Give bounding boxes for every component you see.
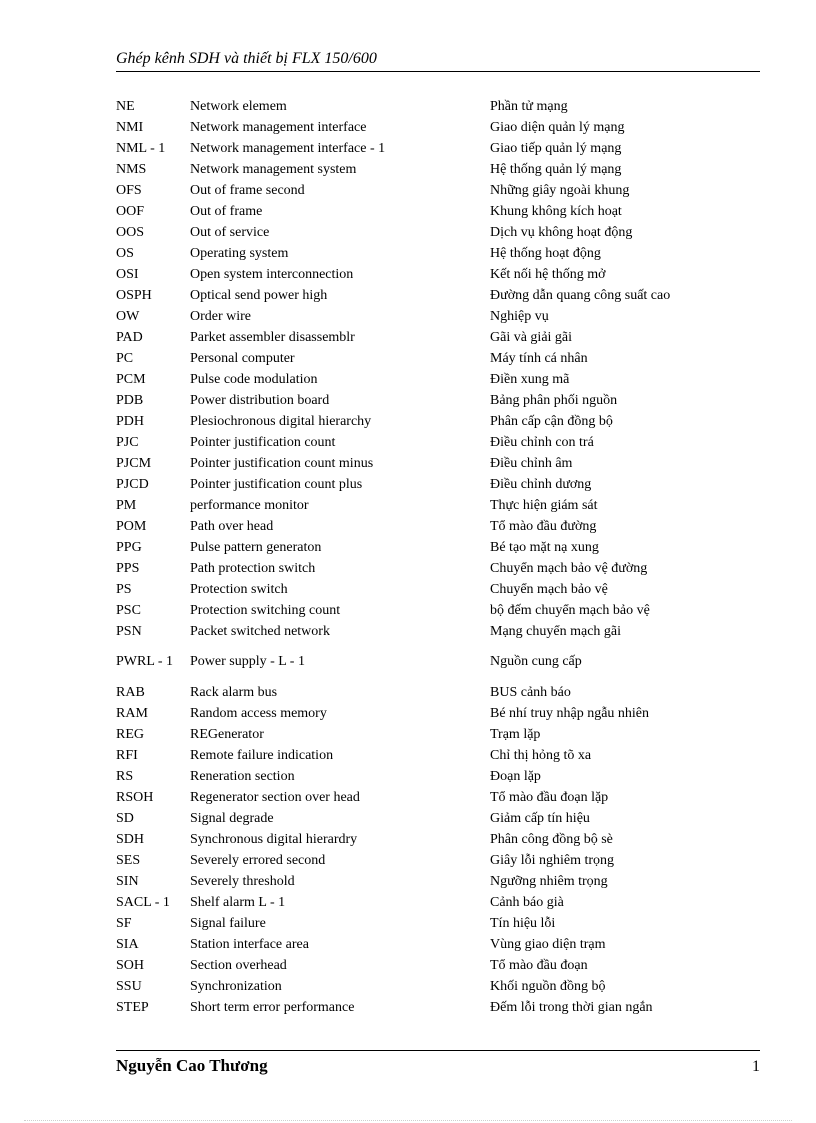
english-term: Protection switch <box>190 581 288 597</box>
abbreviation: OOS <box>116 224 145 240</box>
table-row <box>116 892 760 913</box>
table-row <box>116 724 760 745</box>
english-term: Pointer justification count <box>190 434 336 450</box>
table-row <box>116 264 760 285</box>
table-row <box>116 642 760 682</box>
table-row <box>116 390 760 411</box>
footer-author: Nguyễn Cao Thương <box>116 1056 268 1075</box>
english-term: Path protection switch <box>190 560 316 576</box>
abbreviation: SDH <box>116 831 145 847</box>
english-term: Synchronous digital hierardry <box>190 831 358 847</box>
abbreviation: PJCM <box>116 455 152 471</box>
english-term: Severely errored second <box>190 852 326 868</box>
abbreviation: POM <box>116 518 147 534</box>
english-term: Shelf alarm L - 1 <box>190 894 286 910</box>
table-row <box>116 829 760 850</box>
vietnamese-term: Tín hiệu lỗi <box>490 915 556 931</box>
abbreviation: PSN <box>116 623 142 639</box>
vietnamese-term: Khung không kích hoạt <box>490 203 622 219</box>
english-term: Signal failure <box>190 915 266 931</box>
vietnamese-term: Khối nguồn đồng bộ <box>490 978 606 994</box>
vietnamese-term: Nghiệp vụ <box>490 308 549 324</box>
table-row <box>116 537 760 558</box>
english-term: Regenerator section over head <box>190 789 360 805</box>
english-term: Packet switched network <box>190 623 330 639</box>
table-row <box>116 138 760 159</box>
english-term: Out of frame second <box>190 182 305 198</box>
abbreviation: OOF <box>116 203 145 219</box>
abbreviation: SSU <box>116 978 142 994</box>
english-term: Parket assembler disassemblr <box>190 329 355 345</box>
english-term: Short term error performance <box>190 999 355 1015</box>
table-row <box>116 306 760 327</box>
vietnamese-term: Hệ thống hoạt động <box>490 245 601 261</box>
vietnamese-term: Hệ thống quản lý mạng <box>490 161 622 177</box>
abbreviation: OSPH <box>116 287 152 303</box>
table-row <box>116 703 760 724</box>
english-term: Out of frame <box>190 203 263 219</box>
english-term: Order wire <box>190 308 252 324</box>
table-row <box>116 745 760 766</box>
abbreviation: STEP <box>116 999 149 1015</box>
abbreviation: PDH <box>116 413 145 429</box>
vietnamese-term: Mạng chuyển mạch gãi <box>490 623 622 639</box>
vietnamese-term: Gãi và giải gãi <box>490 329 573 345</box>
english-term: Network elemem <box>190 98 287 114</box>
abbreviation-table-body <box>116 96 760 1018</box>
abbreviation: SACL - 1 <box>116 894 170 910</box>
abbreviation: RSOH <box>116 789 154 805</box>
table-row <box>116 369 760 390</box>
abbreviation: RAM <box>116 705 148 721</box>
vietnamese-term: Tổ mào đầu đoạn lặp <box>490 789 609 805</box>
vietnamese-term: Bé nhí truy nhập ngẫu nhiên <box>490 705 650 721</box>
english-term: Network management interface <box>190 119 367 135</box>
vietnamese-term: Điều chỉnh con trá <box>490 434 594 450</box>
vietnamese-term: bộ đếm chuyển mạch bảo vệ <box>490 602 650 618</box>
vietnamese-term: Phần tử mạng <box>490 98 568 114</box>
vietnamese-term: BUS cảnh báo <box>490 684 571 700</box>
abbreviation: PC <box>116 350 134 366</box>
page-number: 1 <box>752 1058 760 1075</box>
table-row <box>116 787 760 808</box>
abbreviation: PS <box>116 581 132 597</box>
english-term: Power distribution board <box>190 392 330 408</box>
table-row <box>116 432 760 453</box>
table-row <box>116 243 760 264</box>
table-row <box>116 159 760 180</box>
vietnamese-term: Máy tính cá nhân <box>490 350 588 366</box>
vietnamese-term: Vùng giao diện trạm <box>490 936 606 952</box>
english-term: Rack alarm bus <box>190 684 278 700</box>
abbreviation: PSC <box>116 602 141 618</box>
abbreviation: NMI <box>116 119 144 135</box>
table-row <box>116 913 760 934</box>
english-term: Reneration section <box>190 768 295 784</box>
abbreviation: OS <box>116 245 134 261</box>
vietnamese-term: Giao diện quản lý mạng <box>490 119 625 135</box>
table-row <box>116 579 760 600</box>
vietnamese-term: Nguồn cung cấp <box>490 654 582 669</box>
header-divider <box>116 71 760 72</box>
english-term: Personal computer <box>190 350 295 366</box>
abbreviation-table <box>116 96 760 1018</box>
vietnamese-term: Trạm lặp <box>490 726 541 742</box>
table-row <box>116 558 760 579</box>
abbreviation: RS <box>116 768 134 784</box>
abbreviation: NML - 1 <box>116 140 166 156</box>
table-row <box>116 766 760 787</box>
english-term: Remote failure indication <box>190 747 334 763</box>
vietnamese-term: Phân công đồng bộ sè <box>490 831 613 847</box>
abbreviation: SES <box>116 852 141 868</box>
vietnamese-term: Những giây ngoài khung <box>490 182 630 198</box>
table-row <box>116 201 760 222</box>
abbreviation: RAB <box>116 684 145 700</box>
table-row <box>116 327 760 348</box>
vietnamese-term: Giây lỗi nghiêm trọng <box>490 852 615 868</box>
english-term: Pulse pattern generaton <box>190 539 322 555</box>
table-row <box>116 934 760 955</box>
vietnamese-term: Điều chỉnh âm <box>490 455 573 471</box>
english-term: Pulse code modulation <box>190 371 318 387</box>
table-row <box>116 850 760 871</box>
table-row <box>116 621 760 642</box>
abbreviation: PPG <box>116 539 142 555</box>
abbreviation: OFS <box>116 182 142 198</box>
abbreviation: PPS <box>116 560 140 576</box>
english-term: Optical send power high <box>190 287 328 303</box>
table-row <box>116 495 760 516</box>
abbreviation: OW <box>116 308 140 324</box>
abbreviation: PM <box>116 497 137 513</box>
vietnamese-term: Đường dẫn quang công suất cao <box>490 287 671 303</box>
footer-divider <box>116 1050 760 1051</box>
vietnamese-term: Giao tiếp quản lý mạng <box>490 140 622 156</box>
vietnamese-term: Bé tạo mặt nạ xung <box>490 539 599 555</box>
table-row <box>116 682 760 703</box>
vietnamese-term: Dịch vụ không hoạt động <box>490 224 633 240</box>
table-row <box>116 600 760 621</box>
vietnamese-term: Chỉ thị hỏng tõ xa <box>490 747 592 763</box>
table-row <box>116 348 760 369</box>
english-term: Random access memory <box>190 705 327 721</box>
page-bottom-edge <box>24 1120 792 1121</box>
vietnamese-term: Kết nối hệ thống mở <box>490 266 606 282</box>
english-term: Section overhead <box>190 957 287 973</box>
table-row <box>116 871 760 892</box>
english-term: Signal degrade <box>190 810 274 826</box>
vietnamese-term: Tổ mào đầu đoạn <box>490 957 588 973</box>
abbreviation: SOH <box>116 957 145 973</box>
vietnamese-term: Đoạn lặp <box>490 768 541 784</box>
abbreviation: PWRL - 1 <box>116 654 174 669</box>
english-term: Synchronization <box>190 978 282 994</box>
english-term: Pointer justification count plus <box>190 476 363 492</box>
table-row <box>116 955 760 976</box>
vietnamese-term: Chuyển mạch bảo vệ <box>490 581 608 597</box>
abbreviation: REG <box>116 726 144 742</box>
abbreviation: PCM <box>116 371 146 387</box>
english-term: Severely threshold <box>190 873 295 889</box>
table-row <box>116 516 760 537</box>
table-row <box>116 808 760 829</box>
vietnamese-term: Đếm lỗi trong thời gian ngắn <box>490 999 653 1015</box>
english-term: Station interface area <box>190 936 309 952</box>
english-term: Open system interconnection <box>190 266 354 282</box>
page-header-title: Ghép kênh SDH và thiết bị FLX 150/600 <box>116 50 377 67</box>
english-term: Plesiochronous digital hierarchy <box>190 413 372 429</box>
table-row <box>116 453 760 474</box>
table-row <box>116 411 760 432</box>
vietnamese-term: Thực hiện giám sát <box>490 497 598 513</box>
abbreviation: SF <box>116 915 132 931</box>
english-term: Operating system <box>190 245 289 261</box>
vietnamese-term: Cảnh báo già <box>490 894 564 910</box>
english-term: REGenerator <box>190 726 264 742</box>
abbreviation: NE <box>116 98 135 114</box>
english-term: performance monitor <box>190 497 309 513</box>
english-term: Pointer justification count minus <box>190 455 374 471</box>
abbreviation: OSI <box>116 266 139 282</box>
table-row <box>116 976 760 997</box>
english-term: Path over head <box>190 518 274 534</box>
english-term: Protection switching count <box>190 602 341 618</box>
vietnamese-term: Điền xung mã <box>490 371 570 387</box>
abbreviation: PAD <box>116 329 143 345</box>
table-row <box>116 222 760 243</box>
vietnamese-term: Điều chỉnh dương <box>490 476 592 492</box>
abbreviation: SD <box>116 810 134 826</box>
abbreviation: SIN <box>116 873 139 889</box>
abbreviation: PJC <box>116 434 139 450</box>
vietnamese-term: Bảng phân phối nguồn <box>490 392 618 408</box>
table-row <box>116 96 760 117</box>
table-row <box>116 474 760 495</box>
abbreviation: SIA <box>116 936 139 952</box>
table-row <box>116 997 760 1018</box>
table-row <box>116 285 760 306</box>
abbreviation: PDB <box>116 392 144 408</box>
english-term: Power supply - L - 1 <box>190 654 305 669</box>
vietnamese-term: Chuyển mạch bảo vệ đường <box>490 560 648 576</box>
table-row <box>116 180 760 201</box>
table-row <box>116 117 760 138</box>
english-term: Network management interface - 1 <box>190 140 386 156</box>
vietnamese-term: Giảm cấp tín hiệu <box>490 810 590 826</box>
english-term: Network management system <box>190 161 357 177</box>
abbreviation: PJCD <box>116 476 149 492</box>
abbreviation: RFI <box>116 747 138 763</box>
english-term: Out of service <box>190 224 270 240</box>
vietnamese-term: Phân cấp cận đồng bộ <box>490 413 613 429</box>
vietnamese-term: Ngưỡng nhiêm trọng <box>490 873 608 889</box>
abbreviation: NMS <box>116 161 147 177</box>
vietnamese-term: Tổ mào đầu đường <box>490 518 597 534</box>
